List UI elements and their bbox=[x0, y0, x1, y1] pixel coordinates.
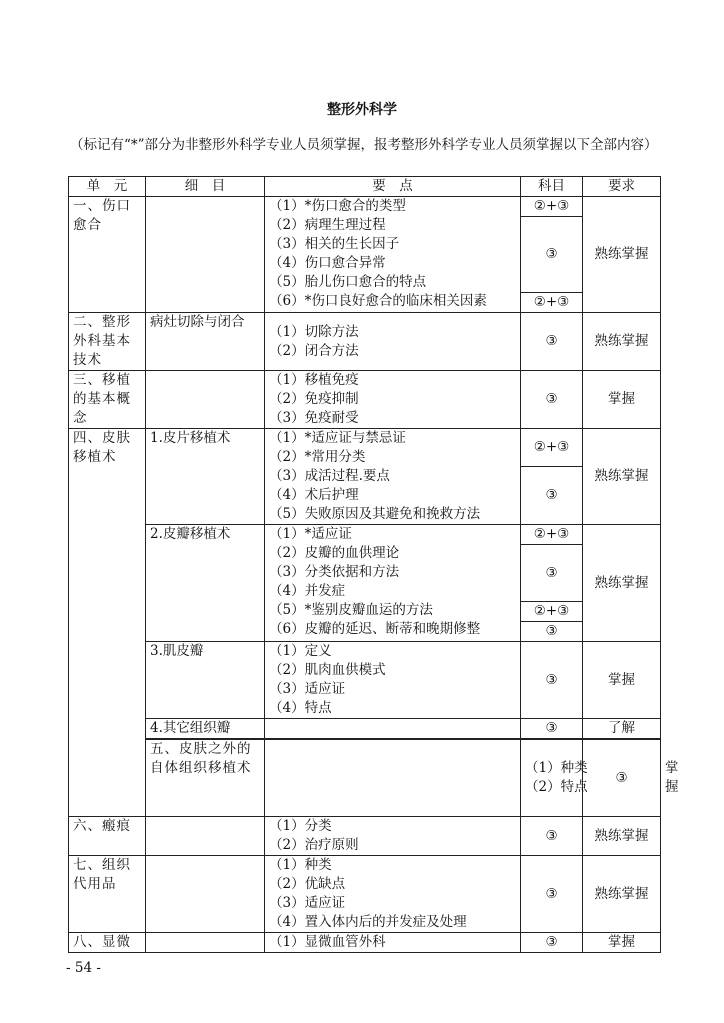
point-item: （4）置入体内后的并发症及处理 bbox=[269, 914, 467, 930]
subject-cell: ③ bbox=[583, 740, 661, 817]
subject-cell: ③ bbox=[521, 467, 583, 525]
page-number: - 54 - bbox=[66, 960, 101, 976]
table-row bbox=[69, 642, 661, 719]
point-item: （1）显微血管外科 bbox=[269, 934, 386, 950]
table-row bbox=[69, 933, 661, 953]
subject-cell: ③ bbox=[521, 719, 583, 739]
subject-cell: ③ bbox=[521, 217, 583, 293]
header-detail: 细 目 bbox=[146, 177, 265, 197]
detail-cell bbox=[265, 740, 521, 817]
unit-cell: 六、瘢痕 bbox=[69, 817, 146, 856]
table-row bbox=[69, 719, 661, 739]
points-cell bbox=[265, 642, 521, 719]
header-requirement: 要求 bbox=[583, 177, 661, 197]
table-row bbox=[69, 817, 661, 856]
point-item: （1）切除方法 bbox=[269, 323, 359, 340]
point-item: （3）成活过程.要点 bbox=[269, 468, 390, 484]
point-item: （5）*鉴别皮瓣血运的方法 bbox=[269, 602, 433, 618]
unit-cell: 八、显微 bbox=[69, 933, 146, 953]
point-item: （2）免疫抑制 bbox=[269, 391, 359, 407]
header-unit: 单 元 bbox=[69, 177, 146, 197]
point-item: （2）优缺点 bbox=[269, 876, 346, 892]
point-item: （1）种类 bbox=[525, 760, 588, 776]
requirement-cell: 掌握 bbox=[583, 642, 661, 719]
detail-cell: 1.皮片移植术 bbox=[146, 429, 265, 525]
subject-cell: ②+③ bbox=[521, 293, 583, 313]
point-item: （4）并发症 bbox=[269, 583, 346, 599]
requirement-cell: 掌握 bbox=[583, 933, 661, 953]
point-item: （3）适应证 bbox=[269, 895, 346, 911]
subject-cell: ③ bbox=[521, 371, 583, 429]
detail-cell bbox=[146, 371, 265, 429]
point-item: （4）术后护理 bbox=[269, 487, 359, 503]
point-item: （6）*伤口良好愈合的临床相关因素 bbox=[269, 293, 487, 309]
point-item: （3）免疫耐受 bbox=[269, 410, 359, 426]
point-item: （2）病理生理过程 bbox=[269, 217, 386, 233]
points-cell bbox=[265, 371, 521, 429]
point-item: （1）分类 bbox=[269, 818, 332, 834]
point-item: （3）相关的生长因子 bbox=[269, 236, 400, 252]
subject-cell: ③ bbox=[521, 817, 583, 856]
table-row bbox=[69, 371, 661, 429]
subject-cell: ②+③ bbox=[521, 197, 583, 217]
point-item: （1）*伤口愈合的类型 bbox=[269, 198, 406, 214]
subject-cell: ②+③ bbox=[521, 602, 583, 622]
header-subject: 科目 bbox=[521, 177, 583, 197]
requirement-cell: 熟练掌握 bbox=[583, 429, 661, 525]
subject-cell: ③ bbox=[521, 933, 583, 953]
unit-cell: 五、皮肤之外的自体组织移植术 bbox=[146, 740, 265, 817]
point-item: （2）治疗原则 bbox=[269, 837, 359, 853]
point-item: （6）皮瓣的延迟、断蒂和晚期修整 bbox=[269, 621, 481, 637]
unit-cell: 三、移植的基本概念 bbox=[69, 371, 146, 429]
unit-cell: 四、皮肤移植术 bbox=[69, 429, 146, 817]
header-points: 要 点 bbox=[265, 177, 521, 197]
subject-cell: ②+③ bbox=[521, 429, 583, 467]
requirement-cell: 熟练掌握 bbox=[583, 856, 661, 933]
subject-cell: ③ bbox=[521, 856, 583, 933]
table-row bbox=[69, 856, 661, 933]
detail-cell: 3.肌皮瓣 bbox=[146, 642, 265, 719]
table-header-row bbox=[69, 177, 661, 197]
intro-note: （标记有“*”部分为非整形外科学专业人员须掌握，报考整形外科学专业人员须掌握以下全部内容） bbox=[70, 137, 658, 153]
table-row: 五、皮肤之外的自体组织移植术 （1）种类 （2）特点 ③ 掌握 bbox=[69, 740, 661, 817]
detail-cell: 2.皮瓣移植术 bbox=[146, 525, 265, 642]
point-item: （1）种类 bbox=[269, 857, 332, 873]
table-row bbox=[69, 525, 661, 545]
points-cell bbox=[265, 719, 521, 739]
table-row bbox=[69, 197, 661, 217]
point-item: （2）*常用分类 bbox=[269, 449, 366, 465]
requirement-cell: 了解 bbox=[583, 719, 661, 739]
subject-cell: ③ bbox=[521, 545, 583, 602]
point-item: （1）*适应证 bbox=[269, 526, 352, 542]
requirement-cell: 熟练掌握 bbox=[583, 525, 661, 642]
subject-cell: ③ bbox=[521, 642, 583, 719]
point-item: （2）皮瓣的血供理论 bbox=[269, 545, 400, 561]
point-item: （5）胎儿伤口愈合的特点 bbox=[269, 274, 427, 290]
points-cell bbox=[521, 740, 588, 817]
points-cell bbox=[265, 856, 521, 933]
point-item: （2）闭合方法 bbox=[269, 342, 359, 359]
subject-cell: ③ bbox=[521, 313, 583, 371]
point-item: （2）特点 bbox=[525, 779, 588, 795]
points-cell bbox=[265, 313, 521, 371]
syllabus-table bbox=[68, 176, 679, 953]
points-cell bbox=[265, 933, 521, 953]
detail-cell bbox=[146, 197, 265, 313]
subject-cell: ②+③ bbox=[521, 525, 583, 545]
points-cell bbox=[265, 197, 521, 313]
unit-cell: 七、组织代用品 bbox=[69, 856, 146, 933]
point-item: （2）肌肉血供模式 bbox=[269, 662, 386, 678]
detail-cell bbox=[146, 856, 265, 933]
table-row bbox=[69, 429, 661, 467]
requirement-cell: 熟练掌握 bbox=[583, 197, 661, 313]
point-item: （1）移植免疫 bbox=[269, 372, 359, 388]
point-item: （1）定义 bbox=[269, 643, 332, 659]
unit-cell: 二、整形外科基本技术 bbox=[69, 313, 146, 371]
points-cell bbox=[265, 817, 521, 856]
point-item: （1）*适应证与禁忌证 bbox=[269, 430, 406, 446]
detail-cell bbox=[146, 817, 265, 856]
subject-cell: ③ bbox=[521, 622, 583, 642]
points-cell bbox=[265, 429, 521, 525]
requirement-cell: 熟练掌握 bbox=[583, 817, 661, 856]
requirement-cell: 掌握 bbox=[583, 371, 661, 429]
point-item: （3）适应证 bbox=[269, 681, 346, 697]
point-item: （5）失败原因及其避免和挽救方法 bbox=[269, 506, 481, 522]
requirement-cell: 熟练掌握 bbox=[583, 313, 661, 371]
detail-cell: 病灶切除与闭合 bbox=[146, 313, 265, 371]
page-title: 整形外科学 bbox=[327, 102, 397, 118]
detail-cell bbox=[146, 933, 265, 953]
point-item: （4）特点 bbox=[269, 700, 332, 716]
points-cell bbox=[265, 525, 521, 642]
point-item: （3）分类依据和方法 bbox=[269, 564, 400, 580]
detail-cell: 4.其它组织瓣 bbox=[146, 719, 265, 739]
point-item: （4）伤口愈合异常 bbox=[269, 255, 386, 271]
table-row bbox=[69, 313, 661, 371]
unit-cell: 一、伤口愈合 bbox=[69, 197, 146, 313]
